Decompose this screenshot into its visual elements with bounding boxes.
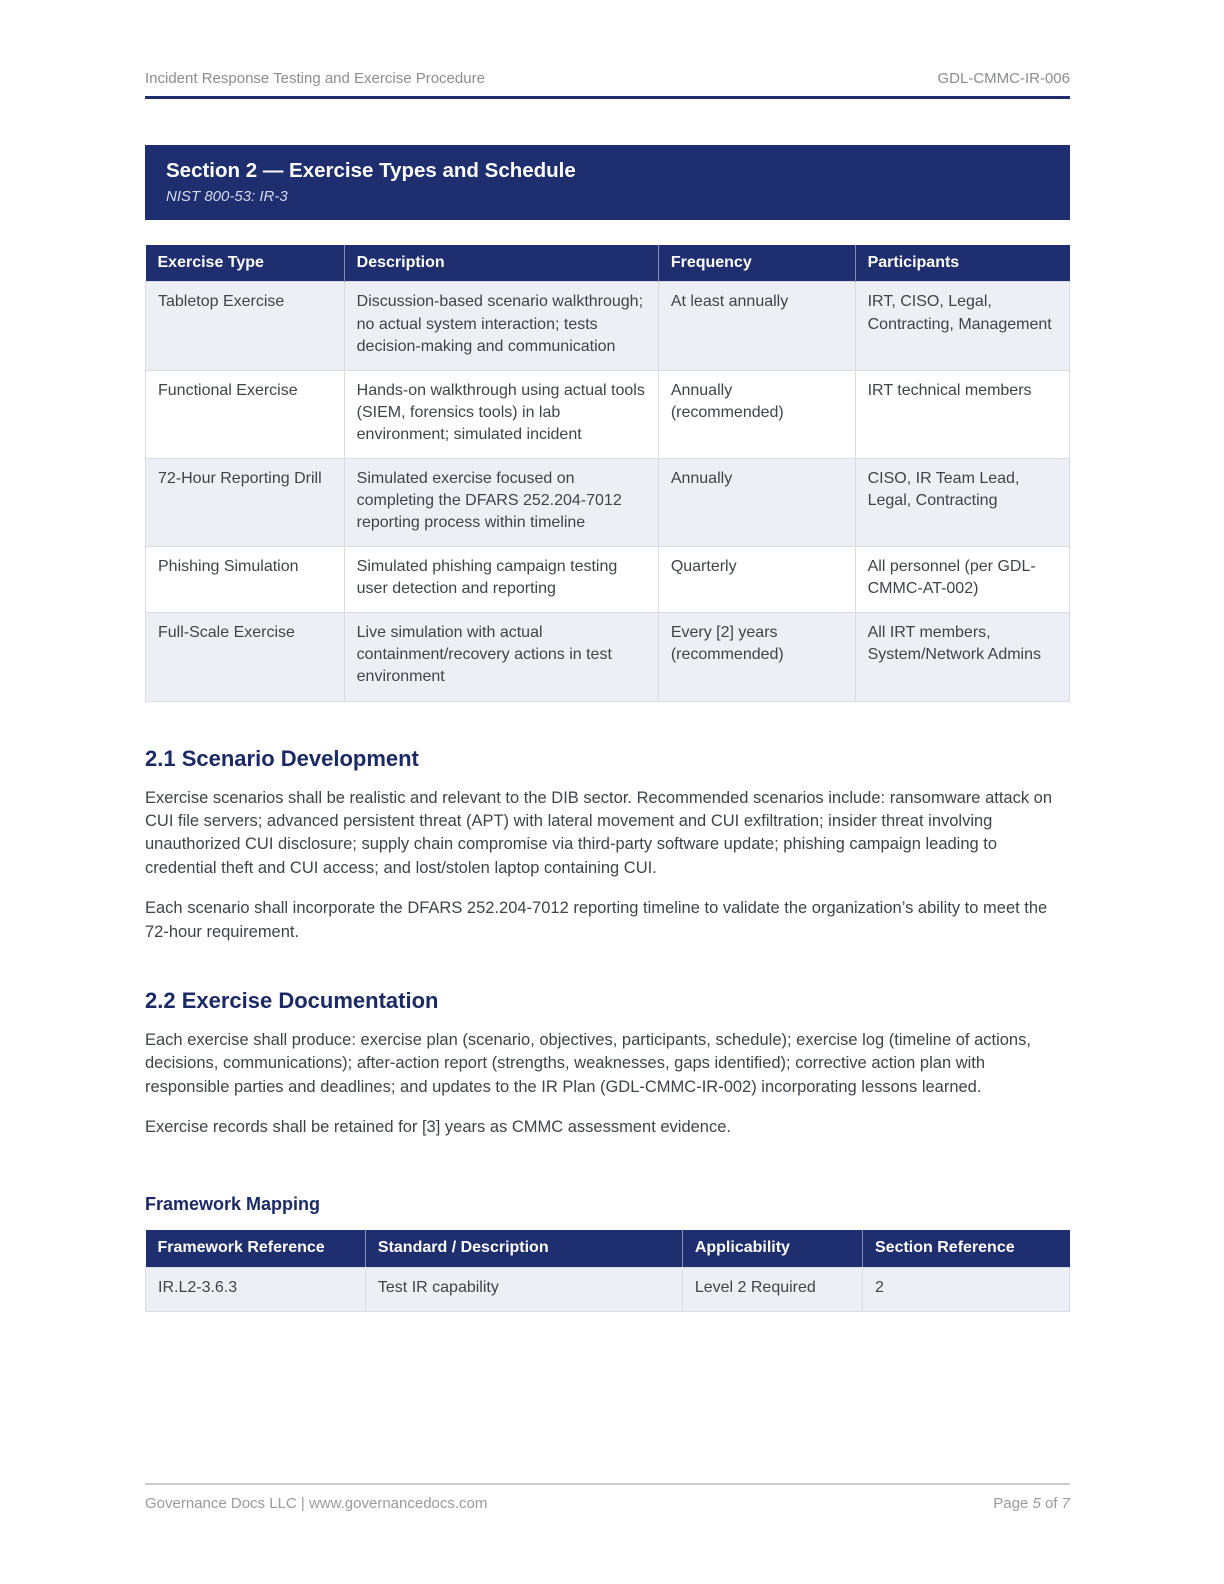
paragraph: Exercise scenarios shall be realistic and relevant to the DIB sector. Recommended scenarios include: ransomware attack on CUI file servers; advanced persistent threat (APT) with lateral movement and CUI exfiltration; insider threat involving unauthorized CUI disclosure; supply chain compromise via third-party software update; phishing campaign leading to credential theft and CUI access; and lost/stolen laptop containing CUI. — [145, 788, 1053, 877]
section-heading-2-2: 2.2 Exercise Documentation — [145, 988, 439, 1014]
doc-title: Incident Response Testing and Exercise Procedure — [145, 70, 485, 87]
table-row — [146, 458, 1070, 546]
description-cell: Simulated phishing campaign testing user detection and reporting — [344, 547, 658, 613]
description-cell: Live simulation with actual containment/recovery actions in test environment — [344, 613, 658, 701]
participants-cell: IRT technical members — [855, 370, 1069, 458]
column-header-framework-reference: Framework Reference — [146, 1230, 366, 1267]
participants-cell: IRT, CISO, Legal, Contracting, Management — [855, 282, 1069, 370]
description-cell: Discussion-based scenario walkthrough; no actual system interaction; tests decision-making and communication — [344, 282, 658, 370]
participants-cell: All personnel (per GDL-CMMC-AT-002) — [855, 547, 1069, 613]
applicability-cell: Level 2 Required — [682, 1267, 862, 1311]
column-header-section-reference: Section Reference — [863, 1230, 1070, 1267]
section-banner-title: Section 2 — Exercise Types and Schedule — [166, 159, 576, 182]
standard-cell: Test IR capability — [365, 1267, 682, 1311]
exercise-type-cell: Phishing Simulation — [146, 547, 345, 613]
paragraph: Each scenario shall incorporate the DFARS 252.204-7012 reporting timeline to validate the organization’s ability to meet the 72-hour requirement. — [145, 899, 1048, 941]
participants-cell: All IRT members, System/Network Admins — [855, 613, 1069, 701]
column-header-participants: Participants — [855, 245, 1069, 282]
section-reference-cell: 2 — [863, 1267, 1070, 1311]
exercise-type-cell: Functional Exercise — [146, 370, 345, 458]
column-header-description: Description — [344, 245, 658, 282]
table-header-row — [146, 1230, 1070, 1267]
footer-company: Governance Docs LLC | www.governancedocs.com — [145, 1495, 488, 1512]
table-row — [146, 1267, 1070, 1311]
description-cell: Simulated exercise focused on completing the DFARS 252.204-7012 reporting process within timeline — [344, 458, 658, 546]
section-banner — [145, 145, 1070, 220]
table-row — [146, 547, 1070, 613]
paragraph: Each exercise shall produce: exercise plan (scenario, objectives, participants, schedule); exercise log (timeline of actions, decisions, communications); after-action report (strengths, weaknesses, gaps identified); corrective action plan with responsible parties and deadlines; and updates to the IR Plan (GDL-CMMC-IR-002) incorporating lessons learned. — [145, 1031, 1031, 1096]
exercise-type-cell: 72-Hour Reporting Drill — [146, 458, 345, 546]
table-header-row — [146, 245, 1070, 282]
exercise-types-table — [145, 245, 1070, 702]
running-footer — [145, 1483, 1070, 1512]
table-row — [146, 613, 1070, 701]
column-header-exercise-type: Exercise Type — [146, 245, 345, 282]
framework-reference-cell: IR.L2-3.6.3 — [146, 1267, 366, 1311]
frequency-cell: Quarterly — [658, 547, 855, 613]
section-heading-2-1: 2.1 Scenario Development — [145, 745, 419, 771]
participants-cell: CISO, IR Team Lead, Legal, Contracting — [855, 458, 1069, 546]
doc-id: GDL-CMMC-IR-006 — [937, 70, 1070, 87]
framework-mapping-table — [145, 1230, 1070, 1312]
table-row — [146, 282, 1070, 370]
column-header-frequency: Frequency — [658, 245, 855, 282]
footer-page-number: 5 — [1032, 1495, 1041, 1512]
frequency-cell: Every [2] years (recommended) — [658, 613, 855, 701]
frequency-cell: At least annually — [658, 282, 855, 370]
footer-page-indicator — [993, 1495, 1070, 1512]
description-cell: Hands-on walkthrough using actual tools (SIEM, forensics tools) in lab environment; simulated incident — [344, 370, 658, 458]
framework-mapping-heading: Framework Mapping — [145, 1193, 321, 1214]
footer-of-label: of — [1044, 1495, 1058, 1512]
frequency-cell: Annually — [658, 458, 855, 546]
running-header — [145, 70, 1070, 99]
column-header-applicability: Applicability — [682, 1230, 862, 1267]
column-header-standard-description: Standard / Description — [365, 1230, 682, 1267]
paragraph: Exercise records shall be retained for [3] years as CMMC assessment evidence. — [145, 1118, 731, 1137]
exercise-type-cell: Tabletop Exercise — [146, 282, 345, 370]
section-banner-subtitle: NIST 800-53: IR-3 — [166, 187, 288, 205]
table-row — [146, 370, 1070, 458]
footer-page-label: Page — [993, 1495, 1029, 1512]
frequency-cell: Annually (recommended) — [658, 370, 855, 458]
exercise-type-cell: Full-Scale Exercise — [146, 613, 345, 701]
footer-page-total: 7 — [1061, 1495, 1070, 1512]
